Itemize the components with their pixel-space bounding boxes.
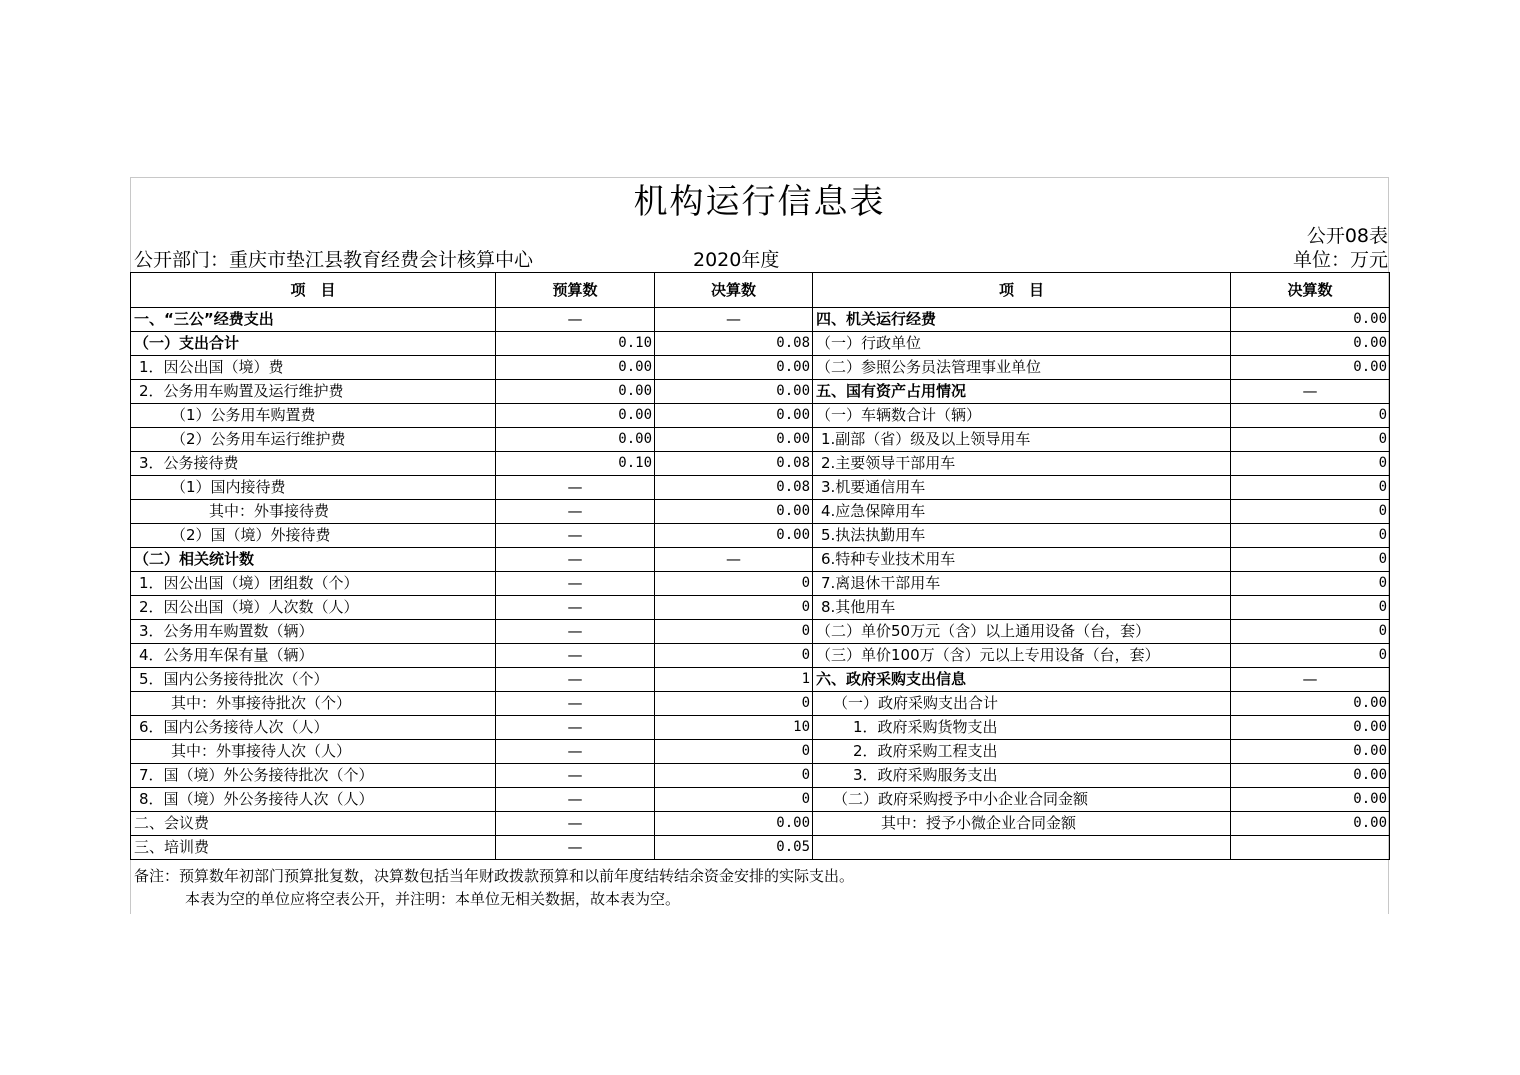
- row-left-item: 其中：外事接待批次（个）: [131, 692, 496, 716]
- row-left-final: 10: [655, 716, 813, 740]
- table-row: [131, 812, 1390, 836]
- info-table: [130, 272, 1390, 860]
- row-right-final: 0.00: [1231, 308, 1390, 332]
- row-left-final: 0: [655, 644, 813, 668]
- row-left-final: 0: [655, 788, 813, 812]
- row-right-final: 0.00: [1231, 764, 1390, 788]
- row-left-final: 0.08: [655, 476, 813, 500]
- row-right-final: 0: [1231, 404, 1390, 428]
- row-right-item: 2．政府采购工程支出: [813, 740, 1231, 764]
- row-left-item: 8．国（境）外公务接待人次（人）: [131, 788, 496, 812]
- row-left-budget: 0.10: [496, 332, 655, 356]
- row-left-budget: —: [496, 740, 655, 764]
- row-right-final: 0.00: [1231, 356, 1390, 380]
- row-left-item: 一、“三公”经费支出: [131, 308, 496, 332]
- row-left-budget: —: [496, 644, 655, 668]
- row-left-final: 0: [655, 764, 813, 788]
- table-row: [131, 428, 1390, 452]
- row-left-item: （2）公务用车运行维护费: [131, 428, 496, 452]
- row-right-final: 0: [1231, 572, 1390, 596]
- row-left-final: 0.00: [655, 380, 813, 404]
- table-row: [131, 692, 1390, 716]
- row-right-item: 1．政府采购货物支出: [813, 716, 1231, 740]
- row-left-item: 5．国内公务接待批次（个）: [131, 668, 496, 692]
- row-right-item: 3.机要通信用车: [813, 476, 1231, 500]
- row-left-budget: —: [496, 692, 655, 716]
- row-right-final: 0: [1231, 500, 1390, 524]
- table-row: [131, 740, 1390, 764]
- header-right-final: 决算数: [1231, 273, 1390, 308]
- row-left-budget: 0.00: [496, 428, 655, 452]
- row-left-item: （1）公务用车购置费: [131, 404, 496, 428]
- row-left-final: 0.08: [655, 332, 813, 356]
- row-right-final: 0: [1231, 476, 1390, 500]
- row-right-final: 0: [1231, 524, 1390, 548]
- table-row: [131, 644, 1390, 668]
- row-right-final: 0.00: [1231, 740, 1390, 764]
- unit-label: 单位：万元: [1292, 249, 1388, 271]
- row-left-budget: —: [496, 788, 655, 812]
- table-row: [131, 524, 1390, 548]
- row-left-budget: 0.00: [496, 380, 655, 404]
- row-right-item: （一）行政单位: [813, 332, 1231, 356]
- row-left-item: 3．公务接待费: [131, 452, 496, 476]
- row-right-item: （二）参照公务员法管理事业单位: [813, 356, 1231, 380]
- row-right-item: 2.主要领导干部用车: [813, 452, 1231, 476]
- row-right-item: 5.执法执勤用车: [813, 524, 1231, 548]
- row-left-budget: —: [496, 812, 655, 836]
- year-label: 2020年度: [693, 249, 780, 271]
- row-left-budget: —: [496, 500, 655, 524]
- row-right-final: —: [1231, 380, 1390, 404]
- row-right-final: 0: [1231, 620, 1390, 644]
- row-right-final: 0: [1231, 452, 1390, 476]
- row-left-budget: —: [496, 668, 655, 692]
- row-left-item: 7．国（境）外公务接待批次（个）: [131, 764, 496, 788]
- header-left-budget: 预算数: [496, 273, 655, 308]
- row-left-budget: —: [496, 548, 655, 572]
- table-row: [131, 836, 1390, 860]
- row-left-item: 4．公务用车保有量（辆）: [131, 644, 496, 668]
- department-label: 公开部门：重庆市垫江县教育经费会计核算中心: [134, 249, 534, 271]
- row-right-final: 0: [1231, 596, 1390, 620]
- row-right-item: 6.特种专业技术用车: [813, 548, 1231, 572]
- header-left-item: 项 目: [131, 273, 496, 308]
- row-left-item: 其中：外事接待费: [131, 500, 496, 524]
- row-right-item: 六、政府采购支出信息: [813, 668, 1231, 692]
- row-left-final: 0: [655, 692, 813, 716]
- row-right-item: 4.应急保障用车: [813, 500, 1231, 524]
- row-left-budget: 0.10: [496, 452, 655, 476]
- row-right-item: 8.其他用车: [813, 596, 1231, 620]
- row-left-final: 0.08: [655, 452, 813, 476]
- row-left-final: 0.00: [655, 428, 813, 452]
- row-left-final: 0.00: [655, 404, 813, 428]
- table-row: [131, 332, 1390, 356]
- row-left-item: 三、培训费: [131, 836, 496, 860]
- table-row: [131, 500, 1390, 524]
- row-left-final: 0.00: [655, 812, 813, 836]
- row-right-final: 0: [1231, 644, 1390, 668]
- row-left-item: 6．国内公务接待人次（人）: [131, 716, 496, 740]
- table-row: [131, 356, 1390, 380]
- row-left-budget: 0.00: [496, 404, 655, 428]
- row-left-final: 0: [655, 740, 813, 764]
- table-row: [131, 596, 1390, 620]
- row-left-budget: —: [496, 572, 655, 596]
- table-row: [131, 788, 1390, 812]
- row-right-item: 3．政府采购服务支出: [813, 764, 1231, 788]
- row-left-final: —: [655, 308, 813, 332]
- row-right-final: [1231, 836, 1390, 860]
- row-right-final: 0.00: [1231, 788, 1390, 812]
- row-right-item: 1.副部（省）级及以上领导用车: [813, 428, 1231, 452]
- row-right-final: 0.00: [1231, 716, 1390, 740]
- row-right-final: 0.00: [1231, 812, 1390, 836]
- page-title: 机构运行信息表: [633, 182, 886, 222]
- table-row: [131, 548, 1390, 572]
- table-row: [131, 668, 1390, 692]
- row-left-budget: —: [496, 596, 655, 620]
- row-left-final: 0: [655, 572, 813, 596]
- row-right-item: 四、机关运行经费: [813, 308, 1231, 332]
- table-row: [131, 452, 1390, 476]
- row-left-budget: —: [496, 716, 655, 740]
- row-left-final: 0: [655, 620, 813, 644]
- row-left-budget: —: [496, 620, 655, 644]
- table-row: [131, 476, 1390, 500]
- table-row: [131, 764, 1390, 788]
- row-left-item: 二、会议费: [131, 812, 496, 836]
- row-left-budget: —: [496, 308, 655, 332]
- row-left-final: 0.05: [655, 836, 813, 860]
- note-line-2: 本表为空的单位应将空表公开，并注明：本单位无相关数据，故本表为空。: [185, 890, 681, 908]
- row-left-final: —: [655, 548, 813, 572]
- row-left-final: 0.00: [655, 356, 813, 380]
- header-right-item: 项 目: [813, 273, 1231, 308]
- row-right-item: （三）单价100万（含）元以上专用设备（台，套）: [813, 644, 1231, 668]
- row-left-final: 1: [655, 668, 813, 692]
- row-left-budget: —: [496, 476, 655, 500]
- row-right-final: 0.00: [1231, 692, 1390, 716]
- row-right-item: （二）单价50万元（含）以上通用设备（台，套）: [813, 620, 1231, 644]
- row-left-budget: —: [496, 836, 655, 860]
- header-left-final: 决算数: [655, 273, 813, 308]
- row-left-item: （一）支出合计: [131, 332, 496, 356]
- row-left-item: （二）相关统计数: [131, 548, 496, 572]
- row-left-item: （1）国内接待费: [131, 476, 496, 500]
- row-left-item: 2．公务用车购置及运行维护费: [131, 380, 496, 404]
- table-row: [131, 620, 1390, 644]
- row-right-final: 0: [1231, 428, 1390, 452]
- row-right-final: —: [1231, 668, 1390, 692]
- row-left-item: 1．因公出国（境）团组数（个）: [131, 572, 496, 596]
- form-number: 公开08表: [1306, 225, 1388, 247]
- row-right-final: 0.00: [1231, 332, 1390, 356]
- row-left-item: （2）国（境）外接待费: [131, 524, 496, 548]
- table-header-row: [131, 273, 1390, 308]
- table-row: [131, 716, 1390, 740]
- row-left-item: 1．因公出国（境）费: [131, 356, 496, 380]
- row-right-item: 7.离退休干部用车: [813, 572, 1231, 596]
- row-right-item: 其中：授予小微企业合同金额: [813, 812, 1231, 836]
- row-right-item: （二）政府采购授予中小企业合同金额: [813, 788, 1231, 812]
- row-left-budget: —: [496, 764, 655, 788]
- note-line-1: 备注：预算数年初部门预算批复数，决算数包括当年财政拨款预算和以前年度结转结余资金安排的实际支出。: [134, 867, 855, 885]
- row-right-item: （一）车辆数合计（辆）: [813, 404, 1231, 428]
- table-row: [131, 572, 1390, 596]
- row-right-item: [813, 836, 1231, 860]
- row-left-budget: —: [496, 524, 655, 548]
- row-left-final: 0: [655, 596, 813, 620]
- row-left-budget: 0.00: [496, 356, 655, 380]
- table-row: [131, 404, 1390, 428]
- row-left-item: 其中：外事接待人次（人）: [131, 740, 496, 764]
- row-left-final: 0.00: [655, 524, 813, 548]
- table-row: [131, 308, 1390, 332]
- row-right-item: 五、国有资产占用情况: [813, 380, 1231, 404]
- row-right-final: 0: [1231, 548, 1390, 572]
- table-row: [131, 380, 1390, 404]
- row-left-item: 2．因公出国（境）人次数（人）: [131, 596, 496, 620]
- row-left-item: 3．公务用车购置数（辆）: [131, 620, 496, 644]
- row-right-item: （一）政府采购支出合计: [813, 692, 1231, 716]
- row-left-final: 0.00: [655, 500, 813, 524]
